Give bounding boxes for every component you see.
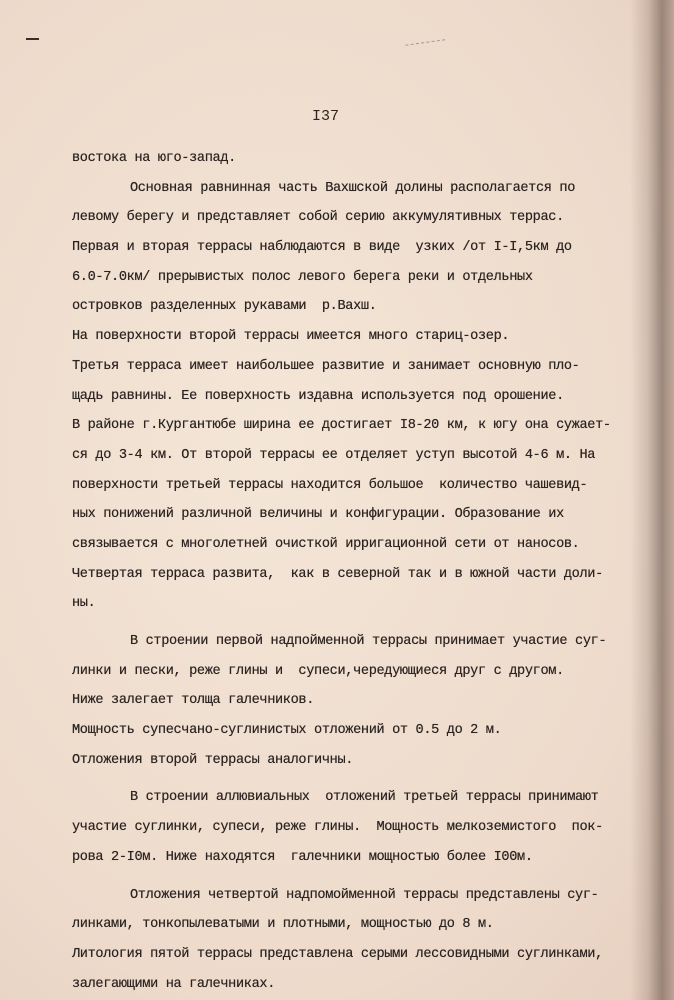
body-text	[72, 144, 652, 999]
text-line: левому берегу и представляет собой серию аккумулятивных террас.	[72, 210, 564, 226]
text-line: участие суглинки, супеси, реже глины. Мощность мелкоземистого пок-	[72, 820, 603, 836]
text-line: В районе г.Кургантюбе ширина ее достигает I8-20 км, к югу она сужает-	[72, 418, 611, 434]
pencil-mark	[405, 35, 445, 46]
text-line: поверхности третьей террасы находится большое количество чашевид-	[72, 477, 588, 493]
text-line: островков разделенных рукавами р.Вахш.	[72, 299, 377, 315]
text-line: Отложения второй террасы аналогичны.	[72, 752, 354, 768]
text-line: ны.	[72, 596, 96, 612]
paragraph-start-line: Отложения четвертой надпомойменной террасы представлены суг-	[130, 887, 599, 903]
text-line: Мощность супесчано-суглинистых отложений от 0.5 до 2 м.	[72, 723, 502, 739]
paragraph-start-line: Основная равнинная часть Вахшской долины располагается по	[130, 180, 576, 196]
paragraph-start-line: В строении первой надпойменной террасы принимает участие суг-	[130, 634, 607, 649]
text-line: залегающими на галечниках.	[72, 976, 275, 992]
text-line: Ниже залегает толща галечников.	[72, 693, 315, 709]
text-line: ных понижений различной величины и конфигурации. Образование их	[72, 507, 564, 523]
text-line: Литология пятой террасы представлена серыми лессовидными суглинками,	[72, 946, 603, 962]
text-line: Третья терраса имеет наибольшее развитие и занимает основную пло-	[72, 358, 580, 374]
page-number: I37	[312, 108, 340, 125]
text-line: линками, тонкопылеватыми и плотными, мощностью до 8 м.	[72, 917, 494, 933]
margin-mark	[26, 38, 39, 40]
text-line: 6.0-7.0км/ прерывистых полос левого берега реки и отдельных	[72, 269, 533, 285]
text-line: рова 2-I0м. Ниже находятся галечники мощностью более I00м.	[72, 849, 533, 865]
text-line: щадь равнины. Ее поверхность издавна используется под орошение.	[72, 388, 564, 404]
text-line: востока на юго-запад.	[72, 151, 236, 166]
text-line: Первая и вторая террасы наблюдаются в виде узких /от I-I,5км до	[72, 240, 572, 256]
text-line: ся до 3-4 км. От второй террасы ее отделяет уступ высотой 4-6 м. На	[72, 447, 596, 463]
text-line: связывается с многолетней очисткой ирригационной сети от наносов.	[72, 536, 580, 552]
text-line: Четвертая терраса развита, как в северной так и в южной части доли-	[72, 566, 603, 582]
text-line: линки и пески, реже глины и супеси,чередующиеся друг с другом.	[72, 663, 564, 679]
paragraph-start-line: В строении аллювиальных отложений третьей террасы принимают	[130, 790, 599, 806]
text-line: На поверхности второй террасы имеется много стариц-озер.	[72, 329, 510, 345]
